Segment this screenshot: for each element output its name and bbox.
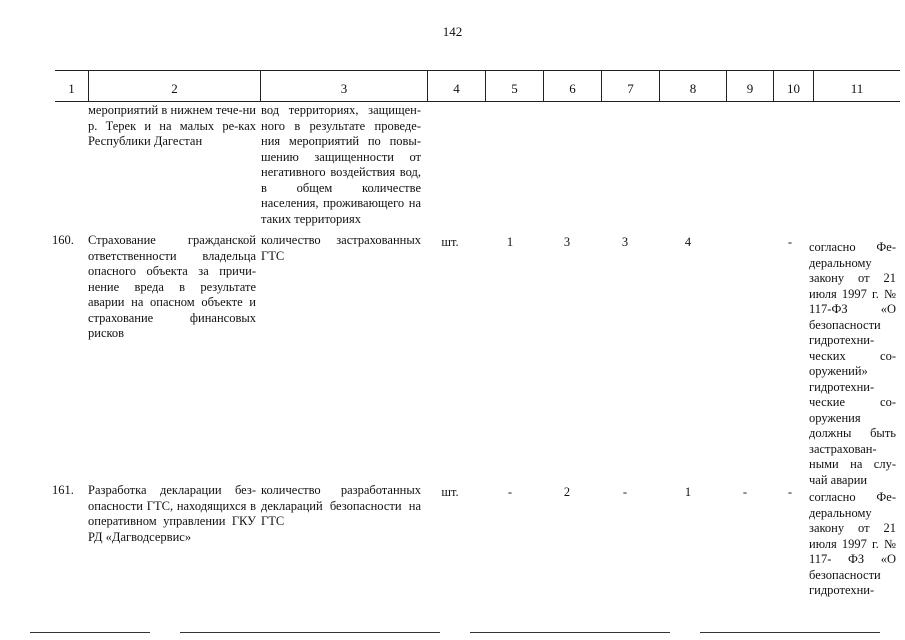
header-col-3: 3	[260, 71, 427, 101]
header-col-7: 7	[601, 71, 659, 101]
row-160-note: согласно Фе-деральному закону от 21 июля 1997 г. № 117-ФЗ «О безопасности гидротехни-ческих со-оружений» гидротехни-ческие со-оружения должны быть застрахован-ными на слу-чай аварии	[809, 240, 896, 487]
row-160-col8: 4	[684, 235, 692, 249]
table-header	[55, 70, 900, 102]
row-161-col9: -	[742, 485, 748, 499]
bottom-divider	[30, 632, 150, 633]
bottom-divider	[470, 632, 670, 633]
row-161-note: согласно Фе-деральному закону от 21 июля 1997 г. № 117- ФЗ «О безопасности гидротехни-	[809, 490, 896, 597]
row-161-number: 161.	[52, 483, 74, 497]
row-160-description: Страхование гражданской ответственности владельца опасного объекта за причи-нение вреда в результате аварии на опасном объекте и страхование финансовых рисков	[88, 233, 256, 340]
row-160-unit: шт.	[441, 235, 459, 249]
header-col-9: 9	[726, 71, 773, 101]
row-161-col5: -	[507, 485, 513, 499]
row-160-col6: 3	[563, 235, 571, 249]
page-number: 142	[442, 24, 463, 39]
row-161-col8: 1	[684, 485, 692, 499]
bottom-divider	[180, 632, 440, 633]
continuation-indicator: вод территориях, защищен-ного в результате проведе-ния мероприятий по повы-шению защищенности от негативного воздействия вод, в общем количестве населения, проживающего на таких территориях	[261, 103, 421, 226]
row-161-indicator: количество разработанных деклараций безопасности на ГТС	[261, 483, 421, 528]
continuation-description: мероприятий в нижнем тече-ни р. Терек и на малых ре-ках Республики Дагестан	[88, 103, 256, 148]
header-col-2: 2	[88, 71, 260, 101]
bottom-divider	[700, 632, 880, 633]
header-col-6: 6	[543, 71, 601, 101]
header-col-11: 11	[813, 71, 900, 101]
header-col-5: 5	[485, 71, 543, 101]
row-161-col10: -	[787, 485, 793, 499]
row-161-col7: -	[622, 485, 628, 499]
row-161-unit: шт.	[441, 485, 459, 499]
row-160-number: 160.	[52, 233, 74, 247]
row-161-col6: 2	[563, 485, 571, 499]
row-160-col10: -	[787, 235, 793, 249]
header-col-10: 10	[773, 71, 813, 101]
row-160-col5: 1	[506, 235, 514, 249]
row-160-indicator: количество застрахованных ГТС	[261, 233, 421, 263]
row-160-col7: 3	[621, 235, 629, 249]
header-col-1: 1	[68, 81, 75, 96]
row-161-description: Разработка декларации без-опасности ГТС, находящихся в оперативном управлении ГКУ РД «Дагводсервис»	[88, 483, 256, 544]
header-col-8: 8	[659, 71, 726, 101]
header-col-4: 4	[427, 71, 485, 101]
